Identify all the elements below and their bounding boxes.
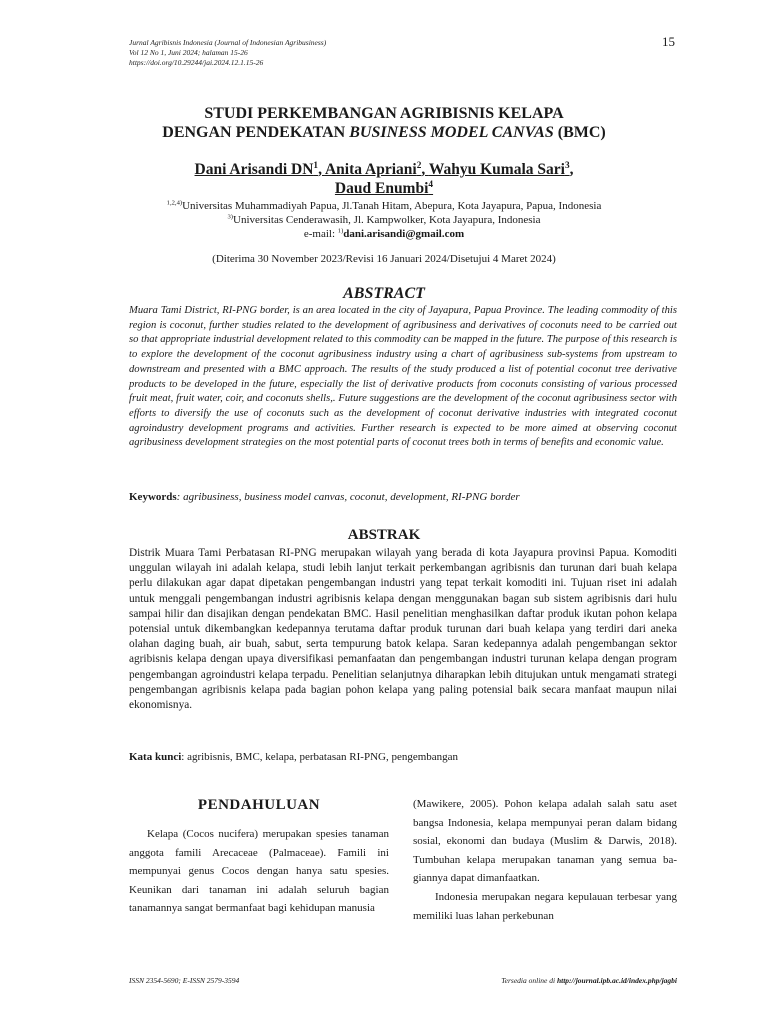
journal-volume: Vol 12 No 1, Juni 2024; halaman 15-26: [129, 48, 248, 57]
author-4: Daud Enumbi: [334, 180, 429, 197]
email-label: e-mail:: [303, 228, 338, 240]
author-3: Wahyu Kumala Sari: [428, 161, 565, 178]
intro-column-1: Kelapa (Cocos nucifera) merupakan spesies tanaman anggota famili Arecaceae (Palmaceae). Famili ini mempunyai genus Cocos dengan hanya satu spesies. Keunikan dari tanaman ini adalah seluruh bagian tanamannya sangat bermanfaat bagi kehidupan manusia: [129, 828, 389, 915]
affiliation-2-text: Universitas Cenderawasih, Jl. Kampwolker, Kota Jayapura, Indonesia: [233, 214, 541, 226]
section-heading-pendahuluan: PENDAHULUAN: [197, 797, 321, 813]
title-line-2-prefix: DENGAN PENDEKATAN: [162, 124, 350, 141]
affiliation-1-text: Universitas Muhammadiyah Papua, Jl.Tanah Hitam, Abepura, Kota Jayapura, Papua, Indonesia: [182, 200, 602, 212]
intro-col2-paragraph-1: (Mawikere, 2005). Pohon kelapa adalah salah satu aset bangsa Indonesia, kelapa mempunyai peran dalam bidang sosial, ekonomi dan budaya (Muslim & Darwis, 2018). Tumbuhan kelapa merupakan tanaman yang semua bagiannya dapat dimanfaatkan.: [413, 798, 677, 885]
abstrak-text: Distrik Muara Tami Perbatasan RI-PNG merupakan wilayah yang berada di kota Jayapura provinsi Papua. Komoditi unggulan wilayah ini adalah kelapa, studi lebih lanjut terkait perkembangan agribisnis dan turunan dari buah kelapa perlu dilakukan agar dapat dipetakan pengembangan industri yang tepat terkait komoditi ini. Tujuan riset ini adalah untuk menggali pengembangan industri agribisnis kelapa dengan menggunakan bagan sub sistem agribisnis dari hulu sampai hilir dan disajikan dengan pendekatan BMC. Hasil penelitian menghasilkan daftar produk ikutan pohon kelapa potensial untuk dikembangkan kedepannya terutama daftar produk turunan dari buah kelapa yang terdiri dari aneka olahan daging buah, air buah, sabut, serta tempurung batok kelapa. Saran kedepannya adalah pengembangan sektor agribisnis kelapa dengan upaya diversifikasi pemanfaatan dan pengembangan industri turunan kelapa dengan program pengembangan agroindustri kelapa terpadu. Penelitian selanjutnya diharapkan lebih ditujukan untuk mengamati strategi pengembangan agribisnis kelapa pada bagian pohon kelapa yang paling potensial baik secara manfaat maupun nilai ekonomisnya.: [129, 547, 677, 712]
affiliation-2-sup: 3): [227, 213, 233, 221]
keywords-label: Keywords: [129, 491, 177, 503]
footer-online-link[interactable]: http://journal.ipb.ac.id/index.php/jagbi: [556, 976, 677, 985]
keywords: [129, 491, 677, 503]
journal-name: Jurnal Agribisnis Indonesia (Journal of Indonesian Agribusiness): [129, 38, 327, 47]
keywords-values: : agribusiness, business model canvas, coconut, development, RI-PNG border: [176, 491, 520, 503]
journal-header: [129, 38, 549, 68]
email-line: [100, 227, 668, 241]
affiliation-1: [100, 199, 668, 213]
abstract-heading: ABSTRACT: [343, 285, 425, 302]
intro-col2-paragraph-2: Indonesia merupakan negara kepulauan terbesar yang memiliki luas lahan perkebunan: [413, 890, 677, 922]
affiliation-2: [100, 213, 668, 227]
author-3-sup: 3: [564, 160, 570, 171]
author-2-sup: 2: [416, 160, 422, 171]
author-1: Dani Arisandi DN: [194, 161, 314, 178]
author-list: Dani Arisandi $DN^1$, Anita Apriani$^2$, Wahyu Kumala Sari$^3$, Daud Enumbi$^4$: [194, 160, 574, 197]
kata-kunci-values: : agribisnis, BMC, kelapa, perbatasan RI-PNG, pengembangan: [181, 751, 459, 763]
title-line-1: STUDI PERKEMBANGAN AGRIBISNIS KELAPA: [204, 105, 564, 122]
affiliation-1-sup: 1,2,4): [166, 199, 183, 207]
author-1-sup: 1: [313, 160, 319, 171]
paper-title: [100, 104, 668, 142]
received-dates: (Diterima 30 November 2023/Revisi 16 Januari 2024/Disetujui 4 Maret 2024): [212, 253, 556, 265]
author-4-sup: 4: [428, 179, 434, 190]
footer-online: [420, 976, 677, 985]
title-line-2-suffix: (BMC): [553, 124, 606, 141]
page-number: 15: [662, 34, 675, 49]
email-address[interactable]: dani.arisandi@gmail.com: [343, 228, 465, 240]
journal-doi-link[interactable]: https://doi.org/10.29244/jai.2024.12.1.15-26: [129, 58, 264, 67]
affiliations: [100, 199, 668, 241]
kata-kunci: [129, 751, 677, 763]
email-sup: 1): [337, 227, 344, 235]
footer-online-prefix: Tersedia online di: [501, 976, 557, 985]
title-line-2-italic: BUSINESS MODEL CANVAS: [349, 124, 554, 141]
title-line-2: [100, 123, 668, 142]
author-2: Anita Apriani: [324, 161, 417, 178]
footer-issn: ISSN 2354-5690; E-ISSN 2579-3594: [129, 976, 240, 985]
abstract-text: Muara Tami District, RI-PNG border, is an area located in the city of Jayapura, Papua Province. The leading commodity of this region is coconut, further studies related to the development of agribusiness and derivatives of coconuts need to be carried out so that appropriate industrial development related to this commodity can be mapped in the future. The purpose of this research is to explore the development of the coconut agribusiness industry using a chart of agribusiness sub-systems from upstream to downstream and presented with a BMC approach. The results of the study produced a list of potential coconut tree derivative products to be developed in the future, especially the list of derivative products from coconuts consisting of various processed fruit meat, fruit water, coir, and coconuts shells,. Future suggestions are the development of the coconut agribusiness sector with efforts to diversify the use of coconuts such as the development of coconut derivative industries with integrated coconut agroindustry development programs and activities. Further research is expected to be more aimed at observing coconut agribusiness development strategies on the most potential parts of coconut trees both in terms of benefits and economic value.: [129, 305, 677, 449]
intro-column-2: [413, 795, 677, 925]
abstrak-heading: ABSTRAK: [347, 527, 421, 543]
kata-kunci-label: Kata kunci: [129, 751, 182, 763]
